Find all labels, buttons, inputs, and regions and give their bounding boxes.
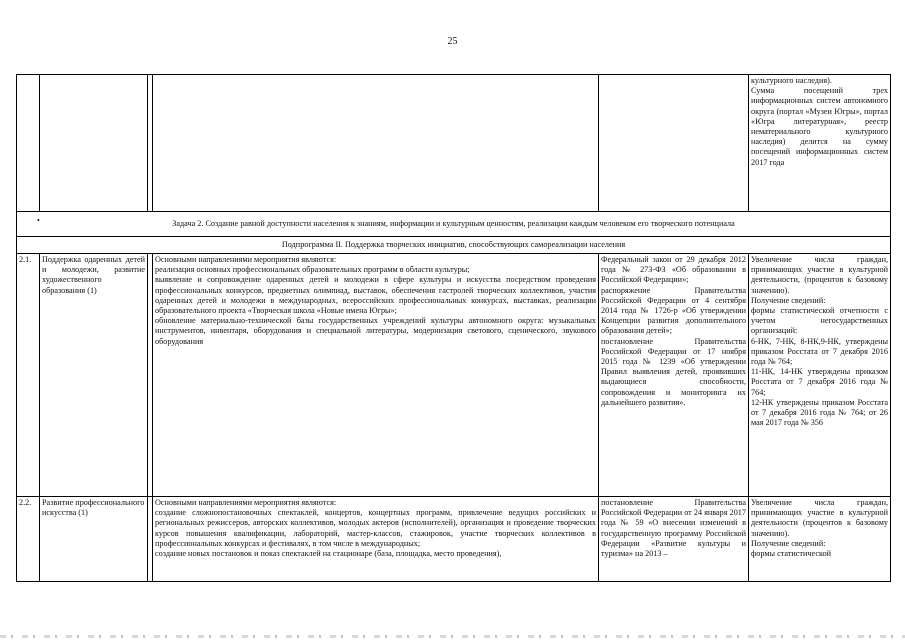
subprogram-cell <box>17 237 891 254</box>
bullet-marker: • <box>37 216 40 225</box>
measure-text: Основными направлениями мероприятия являются: <box>155 255 337 264</box>
measures-cell <box>153 497 599 582</box>
measure-text: реализация основных профессиональных образовательных программ в области культуры; <box>155 265 470 275</box>
indicator-text: Увеличение числа граждан, принимающих участие в культурной деятельности, (процентов к базовому значению). <box>751 255 888 295</box>
indicator-text: Получение сведений: <box>751 295 826 305</box>
page-number: 25 <box>447 36 458 47</box>
indicator-text: формы статистической отчетности с учетом негосударственных организаций: <box>751 306 888 336</box>
indicator-cell <box>749 497 891 582</box>
indicator-text: Увеличение числа граждан, принимающих участие в культурной деятельности (процентов к базовому значению). <box>751 498 888 538</box>
legal-basis-cell <box>599 75 749 212</box>
indicator-cell <box>749 75 891 212</box>
measure-text: обновление материально-технической базы государственных учреждений культуры автономного округа: музыкальных инструментов, инвентаря, оборудования и специальной литературы, модернизация светового, сценического, звукового оборудования <box>155 316 596 346</box>
task-row <box>17 212 891 237</box>
measures-cell <box>153 75 599 212</box>
indicator-text: формы статистической <box>751 549 832 559</box>
table-row <box>17 497 891 582</box>
indicator-text: 11-НК, 14-НК утверждены приказом Росстата от 7 декабря 2016 года № 764; <box>751 367 888 397</box>
measure-text: выявление и сопровождение одаренных детей и молодежи в сфере культуры и искусства посредством проведения профессиональных конкурсов, предметных олимпиад, выставок, обеспечения гастролей творческих коллективов, участия одаренных детей и молодежи в международных, всероссийских профессиональных конкурсах, выставках, реализации образовательного проекта «Творческая школа «Новые имена Югры»; <box>155 275 596 316</box>
legal-text: постановление Правительства Российской Федерации от 24 января 2017 года № 59 «О внесении изменений в государственную программу Российской Федерации «Развитие культуры и туризма» на 2013 – <box>601 498 746 559</box>
row-number-cell: 2.2. <box>17 497 40 582</box>
table-row <box>17 75 891 212</box>
legal-text: распоряжение Правительства Российской Федерации от 4 сентября 2014 года № 1726-р «Об утверждении Концепции развития дополнительного образования детей»; <box>601 285 746 336</box>
indicator-text: 12-НК утверждены приказом Росстата от 7 декабря 2016 года № 764; от 26 мая 2017 года № 356 <box>751 397 888 428</box>
measure-text: создание сложнопостановочных спектаклей, концертов, концертных программ, привлечение ведущих российских и региональных режиссеров, авторских коллективов, молодых актеров (исполнителей), организация и проведение творческих курсов повышения квалификации, лабораторий, мастер-классов, стажировок, участие творческих коллективов в профессиональных конкурсах и фестивалях, в том числе в международных; <box>155 508 596 548</box>
row-number-cell <box>17 75 40 212</box>
table-row <box>17 254 891 497</box>
legal-text: Федеральный закон от 29 декабря 2012 года № 273-ФЗ «Об образовании в Российской Федерации»; <box>601 255 746 285</box>
row-number-cell: 2.1. <box>17 254 40 497</box>
indicator-text: Сумма посещений трех информационных систем автономного округа (портал «Музеи Югры», портал «Югра литературная», реестр нематериального культурного наследия) делится на сумму посещений информационных систем 2017 года <box>751 86 888 167</box>
scan-edge-artifact <box>0 635 905 638</box>
legal-text: постановление Правительства Российской Федерации от 17 ноября 2015 года № 1239 «Об утверждении Правил выявления детей, проявивших выдающиеся способности, сопровождения и мониторинга их дальнейшего развития». <box>601 336 746 407</box>
task-cell <box>17 212 891 237</box>
indicator-cell <box>749 254 891 497</box>
measure-text: Основными направлениями мероприятия являются: <box>155 498 337 507</box>
indicator-text: Получение сведений: <box>751 538 826 548</box>
legal-basis-cell <box>599 497 749 582</box>
subprogram-title: Подпрограмма II. Поддержка творческих инициатив, способствующих самореализации населения <box>281 239 626 249</box>
row-name-cell <box>40 75 148 212</box>
measures-cell <box>153 254 599 497</box>
task-title: Задача 2. Создание равной доступности населения к знаниям, информации и культурным ценностям, реализации каждым человеком его творческого потенциала <box>172 218 735 228</box>
row-name-cell: Развитие профессионального искусства (1) <box>40 497 148 582</box>
measure-text: создание новых постановок и показ спектаклей на стационаре (база, площадка, место проведения), <box>155 549 502 559</box>
subprogram-row <box>17 237 891 254</box>
legal-basis-cell <box>599 254 749 497</box>
indicator-text: 6-НК, 7-НК, 8-НК,9-НК, утверждены приказом Росстата от 7 декабря 2016 года № 764; <box>751 336 888 367</box>
row-name-cell: Поддержка одаренных детей и молодежи, развитие художественного образования (1) <box>40 254 148 497</box>
indicator-text: культурного наследия). <box>751 76 832 85</box>
program-table <box>16 74 891 582</box>
